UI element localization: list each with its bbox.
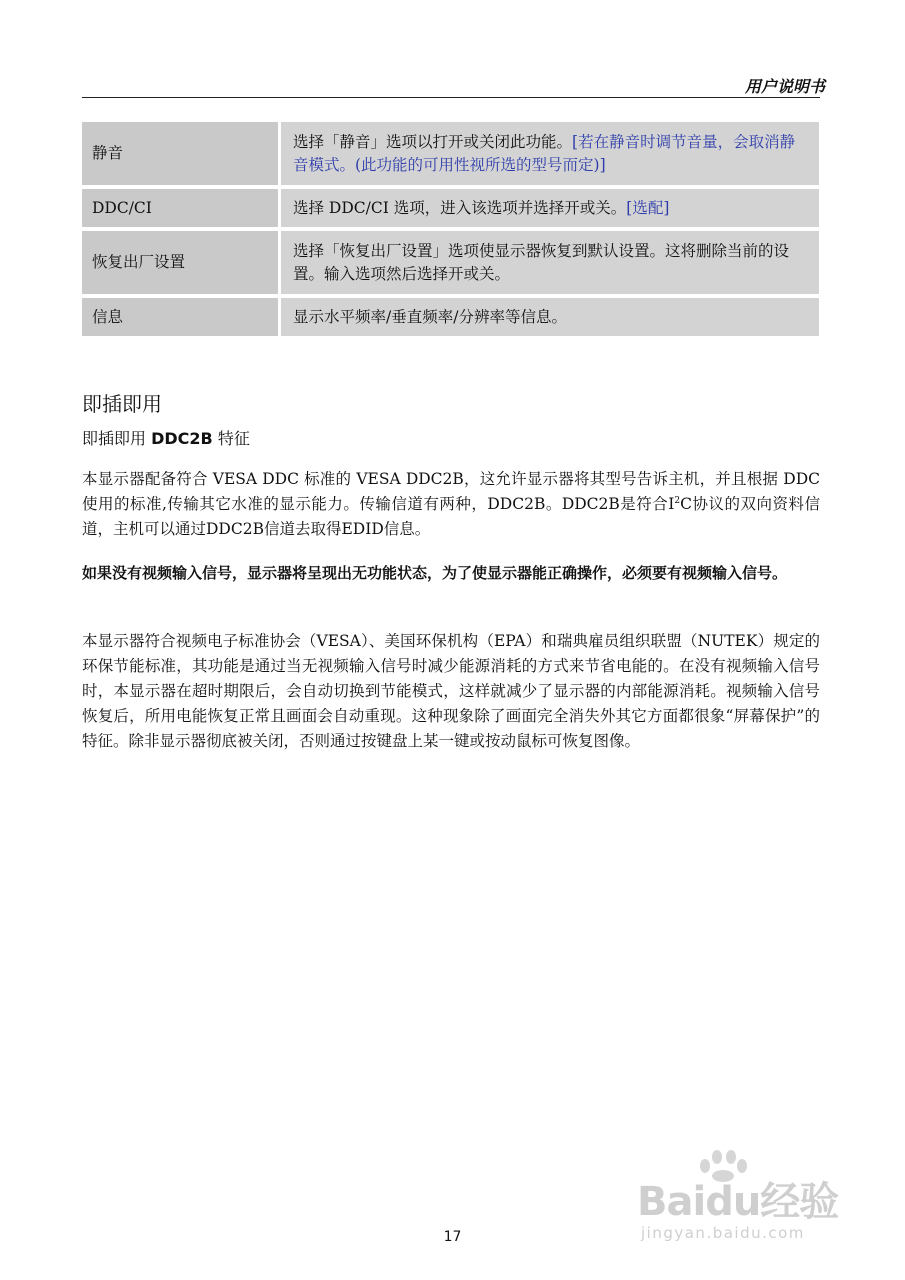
- description-note: [选配]: [626, 198, 670, 217]
- header-title: 用户说明书: [744, 77, 825, 96]
- description-text: 选择「恢复出厂设置」选项使显示器恢复到默认设置。这将删除当前的设置。输入选项然后选择开或关。: [293, 241, 790, 283]
- row-description: [281, 122, 819, 185]
- description-text: 选择 DDC/CI 选项，进入该选项并选择开或关。: [293, 198, 627, 217]
- row-label: 恢复出厂设置: [82, 231, 281, 294]
- watermark-brand: Baidu经验: [637, 1179, 839, 1225]
- paragraph-text-cont: C协议的双向资料信道，主机可以通过DDC2B信道去取得EDID信息。: [82, 495, 820, 538]
- header-divider: [82, 97, 820, 98]
- row-label: 静音: [82, 122, 281, 185]
- paragraph-warning: 如果没有视频输入信号，显示器将呈现出无功能状态，为了使显示器能正确操作，必须要有视频输入信号。: [82, 564, 788, 582]
- sub-heading-prefix: 即插即用: [82, 429, 152, 448]
- sub-heading-bold: DDC2B: [151, 429, 213, 448]
- description-text: 显示水平频率/垂直频率/分辨率等信息。: [293, 307, 567, 326]
- description-note: [若在静音时调节音量，会取消静音模式。(此功能的可用性视所选的型号而定)]: [293, 132, 796, 174]
- section-heading: 即插即用: [82, 392, 162, 416]
- sub-heading: [82, 426, 250, 449]
- settings-table: [82, 118, 819, 340]
- sub-heading-suffix: 特征: [212, 429, 250, 448]
- table-row: [82, 122, 819, 185]
- paragraph-energy-saving: 本显示器符合视频电子标准协会（VESA）、美国环保机构（EPA）和瑞典雇员组织联盟（NUTEK）规定的环保节能标准，其功能是通过当无视频输入信号时减少能源消耗的方式来节省电能的。在没有视频输入信号时，本显示器在超时期限后，会自动切换到节能模式，这样就减少了显示器的内部能源消耗。视频输入信号恢复后，所用电能恢复正常且画面会自动重现。这种现象除了画面完全消失外其它方面都很象“屏幕保护”的特征。除非显示器彻底被关闭，否则通过按键盘上某一键或按动鼠标可恢复图像。: [82, 632, 820, 750]
- row-label: DDC/CI: [82, 189, 281, 227]
- paragraph-text: 本显示器配备符合 VESA DDC 标准的 VESA DDC2B，这允许显示器将其型号告诉主机，并且根据 DDC 使用的标准,传输其它水准的显示能力。传输信道有两种，DDC2B。DDC2B是符合I: [82, 470, 820, 513]
- row-description: [281, 231, 819, 294]
- row-description: [281, 189, 819, 227]
- watermark-url: jingyan.baidu.com: [641, 1224, 805, 1242]
- row-label: 信息: [82, 298, 281, 336]
- table-row: [82, 231, 819, 294]
- superscript: 2: [674, 495, 681, 506]
- row-description: [281, 298, 819, 336]
- page-number: 17: [443, 1229, 462, 1245]
- table-row: [82, 298, 819, 336]
- description-text: 选择「静音」选项以打开或关闭此功能。: [293, 132, 573, 151]
- paragraph-ddc2b: [82, 467, 820, 542]
- table-row: [82, 189, 819, 227]
- watermark: [637, 1148, 857, 1248]
